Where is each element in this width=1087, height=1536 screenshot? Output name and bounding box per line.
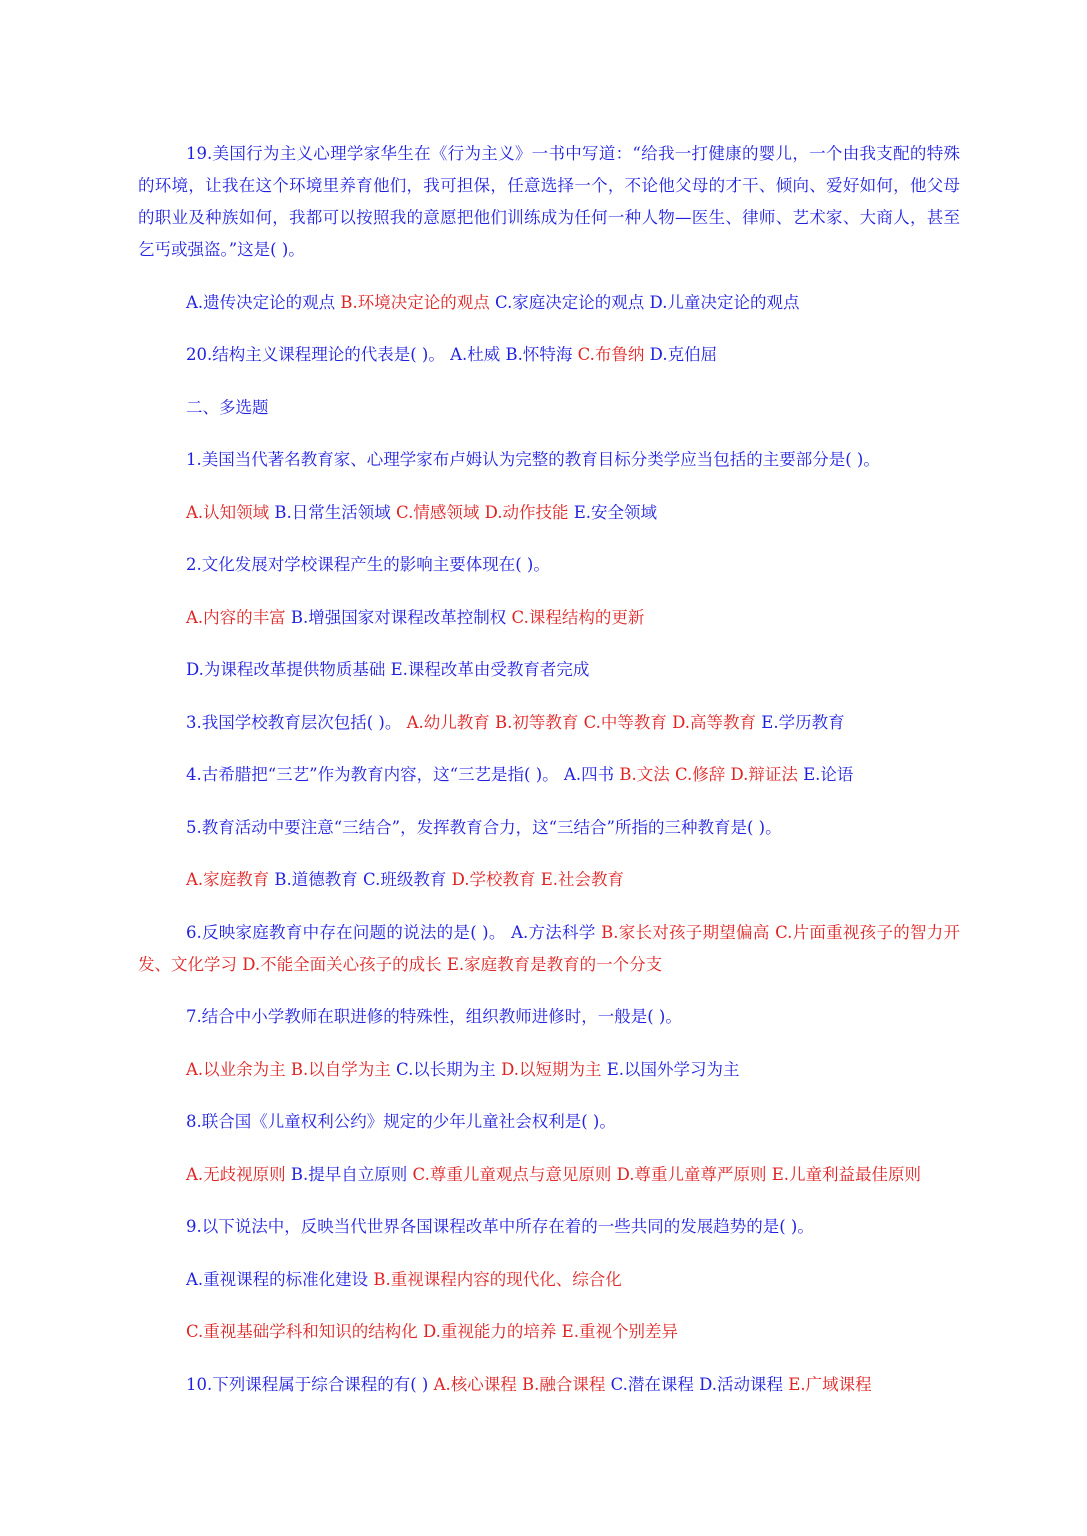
paragraph — [138, 707, 960, 739]
answer-text: A.无歧视原则 — [186, 1164, 286, 1184]
answer-text: E.广域课程 — [788, 1374, 872, 1394]
text-segment: 2.文化发展对学校课程产生的影响主要体现在( )。 — [186, 555, 550, 574]
paragraph — [138, 864, 960, 896]
answer-text: A.核心课程 B.融合课程 — [433, 1374, 606, 1394]
paragraph — [138, 1159, 960, 1191]
answer-text: C.课程结构的更新 — [511, 607, 645, 627]
text-segment: E.安全领域 — [568, 502, 658, 522]
answer-text: A.认知领域 — [186, 502, 270, 522]
paragraph — [138, 1369, 960, 1401]
answer-text: A.幼儿教育 B.初等教育 C.中等教育 D.高等教育 — [406, 712, 757, 732]
paragraph — [138, 287, 960, 319]
text-segment: 10.下列课程属于综合课程的有( ) — [186, 1374, 434, 1394]
paragraph — [138, 392, 960, 424]
paragraph — [138, 138, 960, 266]
answer-text: B.家长对孩子期望偏高 C.片面重视孩子的智力开发、文化学习 D.不能全面关心孩子的成长 — [138, 922, 960, 974]
text-segment: D.为课程改革提供物质基础 E.课程改革由受教育者完成 — [186, 660, 590, 679]
text-segment: A.重视课程的标准化建设 — [186, 1269, 374, 1289]
document-page — [138, 138, 960, 1421]
text-segment: 二、多选题 — [186, 397, 269, 417]
text-segment: C.家庭决定论的观点 D.儿童决定论的观点 — [489, 292, 800, 312]
answer-text: D.以短期为主 — [501, 1059, 602, 1079]
answer-text: C.重视基础学科和知识的结构化 D.重视能力的培养 E.重视个别差异 — [186, 1322, 678, 1341]
answer-text: C.情感领域 D.动作技能 — [396, 502, 569, 522]
paragraph — [138, 1316, 960, 1348]
text-segment: C.以长期为主 — [390, 1059, 502, 1079]
paragraph — [138, 602, 960, 634]
text-segment: 20.结构主义课程理论的代表是( )。 A.杜威 B.怀特海 — [186, 345, 578, 364]
answer-text: A.家庭教育 — [186, 870, 270, 889]
text-segment: 4.古希腊把“三艺”作为教育内容，这“三艺是指( )。 A.四书 — [186, 765, 620, 784]
paragraph — [138, 444, 960, 476]
paragraph — [138, 1054, 960, 1086]
text-segment: B.道德教育 C.班级教育 — [269, 870, 452, 889]
text-segment: 3.我国学校教育层次包括( )。 — [186, 712, 407, 732]
answer-text: E.家庭教育是教育的一个分支 — [441, 954, 663, 974]
text-segment: B.提早自立原则 — [285, 1164, 413, 1184]
text-segment: E.学历教育 — [756, 712, 845, 732]
text-segment: 6.反映家庭教育中存在问题的说法的是( )。 A.方法科学 — [186, 922, 602, 942]
paragraph — [138, 654, 960, 686]
paragraph — [138, 917, 960, 981]
text-segment: 7.结合中小学教师在职进修的特殊性，组织教师进修时，一般是( )。 — [186, 1007, 682, 1026]
text-segment: A.遗传决定论的观点 — [186, 292, 341, 312]
text-segment: E.以国外学习为主 — [601, 1059, 740, 1079]
text-segment: 9.以下说法中，反映当代世界各国课程改革中所存在着的一些共同的发展趋势的是( )。 — [186, 1217, 814, 1236]
paragraph — [138, 759, 960, 791]
paragraph — [138, 1211, 960, 1243]
text-segment: 5.教育活动中要注意“三结合”，发挥教育合力，这“三结合”所指的三种教育是( )。 — [186, 817, 782, 837]
text-segment: 1.美国当代著名教育家、心理学家布卢姆认为完整的教育目标分类学应当包括的主要部分是( )。 — [186, 450, 880, 469]
text-segment: 8.联合国《儿童权利公约》规定的少年儿童社会权利是( )。 — [186, 1112, 616, 1131]
paragraph — [138, 497, 960, 529]
answer-text: B.环境决定论的观点 — [340, 292, 490, 312]
text-segment: D.克伯屈 — [644, 345, 718, 364]
answer-text: B.重视课程内容的现代化、综合化 — [373, 1269, 622, 1289]
paragraph — [138, 1106, 960, 1138]
answer-text: D.学校教育 E.社会教育 — [451, 870, 624, 889]
text-segment: C.潜在课程 D.活动课程 — [605, 1374, 789, 1394]
answer-text: C.尊重儿童观点与意见原则 D.尊重儿童尊严原则 E.儿童利益最佳原则 — [412, 1164, 921, 1184]
answer-text: B.文法 C.修辞 D.辩证法 — [619, 765, 798, 784]
text-segment: B.增强国家对课程改革控制权 — [285, 607, 512, 627]
text-segment: B.日常生活领域 — [269, 502, 397, 522]
paragraph — [138, 812, 960, 844]
answer-text: C.布鲁纳 — [577, 345, 645, 364]
answer-text: A.内容的丰富 — [186, 607, 286, 627]
paragraph — [138, 339, 960, 371]
answer-text: A.以业余为主 B.以自学为主 — [186, 1059, 391, 1079]
text-segment: E.论语 — [797, 765, 854, 784]
paragraph — [138, 1001, 960, 1033]
text-segment: 19.美国行为主义心理学家华生在《行为主义》一书中写道：“给我一打健康的婴儿，一个由我支配的特殊的环境，让我在这个环境里养育他们，我可担保，任意选择一个，不论他父母的才干、倾向、爱好如何，他父母的职业及种族如何，我都可以按照我的意愿把他们训练成为任何一种人物—医生、律师、艺术家、大商人，甚至乞丐或强盗。”这是( )。 — [138, 144, 960, 259]
paragraph — [138, 549, 960, 581]
paragraph — [138, 1264, 960, 1296]
